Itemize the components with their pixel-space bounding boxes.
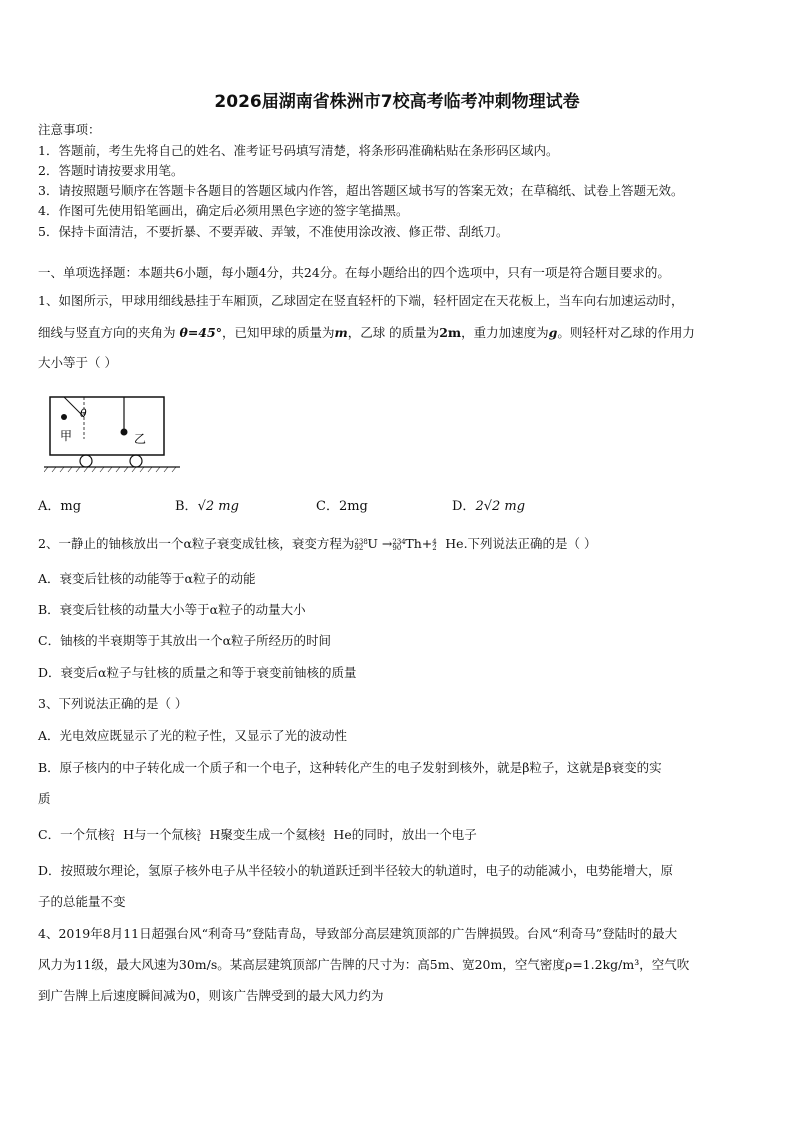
nuclide-u: 238 92 [354,537,368,552]
q1-option-d-value: 2√2 mg [475,499,526,514]
wheel-left [80,455,92,467]
nuclide-th: 234 90 [392,537,406,552]
nuclide-he4: 4 2 [320,828,325,843]
notice-item-5: 5．保持卡面清洁，不要折暴、不要弄破、弄皱，不准使用涂改液、修正带、刮纸刀。 [38,224,509,239]
q2-stem [38,536,597,553]
q1-mass-2m: 2m [439,325,462,340]
q2-stem-text: 2、一静止的铀核放出一个α粒子衰变成钍核，衰变方程为 [38,536,355,551]
q2-option-c[interactable]: C．铀核的半衰期等于其放出一个α粒子所经历的时间 [38,633,332,648]
q3-option-d-line1[interactable]: D．按照玻尔理论，氢原子核外电子从半径较小的轨道跃迁到半径较大的轨道时，电子的动能减小，电势能增大，原 [38,863,674,878]
nuclide-h2-symbol: H [123,827,134,842]
ground-hatch [44,467,176,472]
q2-option-a[interactable]: A．衰变后钍核的动能等于α粒子的动能 [38,571,256,586]
notice-item-2: 2．答题时请按要求用笔。 [38,163,184,178]
section-heading: 一、单项选择题：本题共6小题，每小题4分，共24分。在每小题给出的四个选项中，只有一项是符合题目要求的。 [38,265,670,280]
cart-diagram [44,395,184,475]
q4-line3: 到广告牌上后速度瞬间减为0，则该广告牌受到的最大风力约为 [38,988,384,1003]
page-title: 2026届湖南省株洲市7校高考临考冲刺物理试卷 [214,92,580,112]
q1-option-b-label: B． [175,499,198,514]
q3-c-text-c: 聚变生成一个氦核 [220,827,321,842]
nuclide-h3-symbol: H [209,827,221,842]
q1-option-c[interactable]: C．2mg [316,499,368,514]
notice-heading: 注意事项： [38,122,101,137]
q3-c-text-a: C．一个氘核 [38,827,111,842]
q1-option-b-value: √2 mg [197,499,239,514]
q1-text-e: 。则轻杆对乙球的作用力 [557,325,695,340]
q1-text-d: ，重力加速度为 [461,325,549,340]
q3-c-text-b: 与一个氚核 [133,827,197,842]
q1-option-d[interactable] [452,495,525,514]
q2-option-b[interactable]: B．衰变后钍核的动量大小等于α粒子的动量大小 [38,602,306,617]
q3-c-text-d: 的同时，放出一个电子 [351,827,477,842]
ball-yi [121,429,128,436]
notice-item-4: 4．作图可先使用铅笔画出，确定后必须用黑色字迹的签字笔描黑。 [38,203,409,218]
nuclide-he4-symbol: He [333,827,352,842]
q3-option-b-line2: 质 [38,791,51,806]
wheel-right [130,455,142,467]
q1-gravity-g: g [548,325,558,340]
q3-option-a[interactable]: A．光电效应既显示了光的粒子性，又显示了光的波动性 [38,728,348,743]
q1-theta: θ=45° [179,325,222,340]
q3-option-c[interactable] [38,827,477,844]
nuclide-h2: 2 1 [110,828,115,843]
q1-line3: 大小等于（ ） [38,355,117,370]
theta-label: θ [80,407,87,420]
ball-jia [61,414,67,420]
q1-option-a[interactable]: A．mg [38,499,82,514]
q3-option-d-line2: 子的总能量不变 [38,894,126,909]
label-jia: 甲 [60,429,73,443]
q1-option-d-label: D． [452,499,476,514]
nuclide-he-symbol: He [445,536,464,551]
nuclide-he: 4 2 [432,537,437,552]
q3-option-b-line1[interactable]: B．原子核内的中子转化成一个质子和一个电子，这种转化产生的电子发射到核外，就是β粒子，这就是β衰变的实 [38,760,662,775]
nuclide-th-symbol: Th+ [405,536,433,551]
q2-option-d[interactable]: D．衰变后α粒子与钍核的质量之和等于衰变前铀核的质量 [38,665,357,680]
notice-item-1: 1．答题前，考生先将自己的姓名、准考证号码填写清楚，将条形码准确粘贴在条形码区域内。 [38,143,559,158]
nuclide-h3: 3 1 [196,828,201,843]
notice-item-3: 3．请按照题号顺序在答题卡各题目的答题区域内作答，超出答题区域书写的答案无效；在草稿纸、试卷上答题无效。 [38,183,684,198]
q3-stem: 3、下列说法正确的是（ ） [38,696,188,711]
q1-text-a: 细线与竖直方向的夹角为 [38,325,180,340]
q1-text-b: ，已知甲球的质量为 [221,325,335,340]
nuclide-u-symbol: U → [367,536,393,551]
q1-line1: 1、如图所示，甲球用细线悬挂于车厢顶，乙球固定在竖直轻杆的下端，轻杆固定在天花板上，当车向右加速运动时， [38,293,684,308]
q1-option-b[interactable] [175,495,239,514]
q1-text-c: ，乙球 的质量为 [347,325,440,340]
cart-body [50,397,164,455]
q2-stem-end: .下列说法正确的是（ ） [463,536,597,551]
q1-mass-m: m [334,325,348,340]
label-yi: 乙 [134,432,147,446]
q1-line2 [38,325,695,341]
q4-line1: 4、2019年8月11日超强台风“利奇马”登陆青岛，导致部分高层建筑顶部的广告牌损毁。台风“利奇马”登陆时的最大 [38,926,678,941]
q4-line2: 风力为11级，最大风速为30m/s。某高层建筑顶部广告牌的尺寸为：高5m、宽20m，空气密度ρ=1.2kg/m³，空气吹 [38,957,690,972]
